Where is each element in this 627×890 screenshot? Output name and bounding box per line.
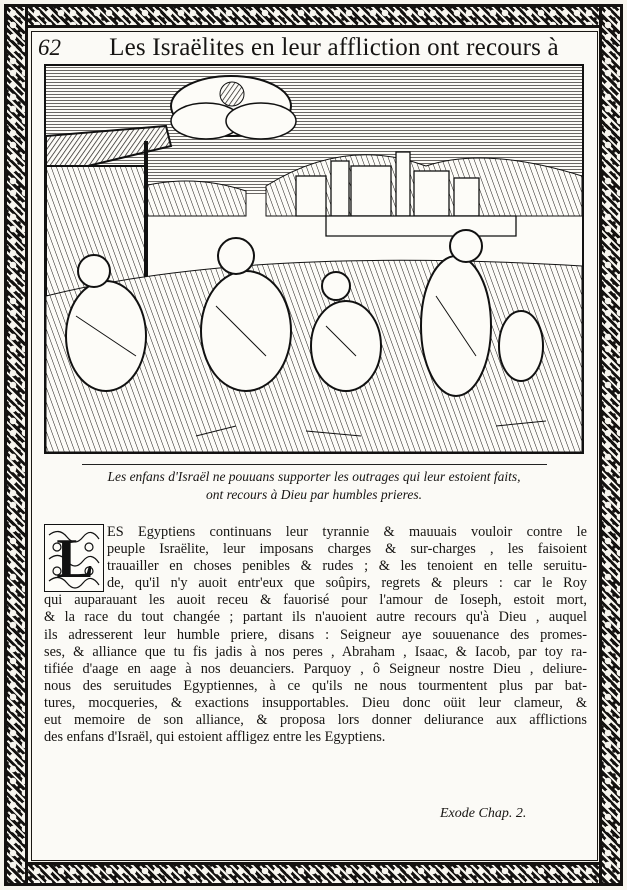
body-line: peuple Israëlite, leur imposans charges & sur-charges , les faisoient [107,541,587,558]
body-line: de, qu'il n'y auoit entr'eux que soûpirs, regrets & pleurs : car le Roy [107,575,587,592]
caption-line-1: Les enfans d'Israël ne pouuans supporter les outrages qui leur estoient faits, [107,469,521,484]
scripture-reference: Exode Chap. 2. [440,806,527,821]
caption-line-2: ont recours à Dieu par humbles prieres. [205,487,423,502]
woodcut-illustration [44,64,584,454]
ornamental-border-bottom [4,862,623,886]
body-paragraph [44,524,587,746]
body-line: qui auparauant les auoit receu & fauorisé pour l'amour de Ioseph, estoit mort, [44,592,587,609]
woodcut-illustration-icon [46,66,582,452]
ornamental-border-top [4,4,623,28]
body-line: tures, mocqueries, & exactions insupportables. Dieu donc oüit leur clameur, & [44,694,587,711]
body-line: ES Egyptiens continuans leur tyrannie & mauuais vouloir contre le [107,524,587,540]
body-line: ses, & alliance que tu fis jadis à nos peres , Abraham , Isaac, & Iacob, par toy ra- [44,643,587,660]
drop-cap-letter: L [56,528,94,590]
caption-rule [82,464,547,465]
page-header [38,34,590,64]
body-line: nous des seruitudes Egyptiennes, à ce qu'ils ne nous tourmentent plus par bat- [44,677,587,694]
body-line: ils adresserent leur humble priere, disans : Seigneur aye souuenance des promes- [44,626,587,643]
body-line: & la race du tout changée ; partant ils n'auoient autre recours qu'à Dieu , auquel [44,609,587,626]
body-line: trauailler en choses penibles & rudes ; & les tenoient en telle seruitu- [107,558,587,575]
body-line: des enfans d'Israël, qui estoient affligez entre les Egyptiens. [44,729,386,746]
ornamental-border-left [4,4,28,886]
page-number: 62 [38,35,61,60]
body-line: eut memoire de son alliance, & proposa lors donner deliurance aux afflictions [44,712,587,729]
ornamental-border-right [599,4,623,886]
body-line: tifiée d'aage en aage à nos deuanciers. Parquoy , ô Seigneur nostre Dieu , deliure- [44,660,587,677]
running-title: Les Israëlites en leur affliction ont recours à [109,34,559,61]
illustration-caption [70,468,558,504]
decorated-initial [44,524,104,592]
